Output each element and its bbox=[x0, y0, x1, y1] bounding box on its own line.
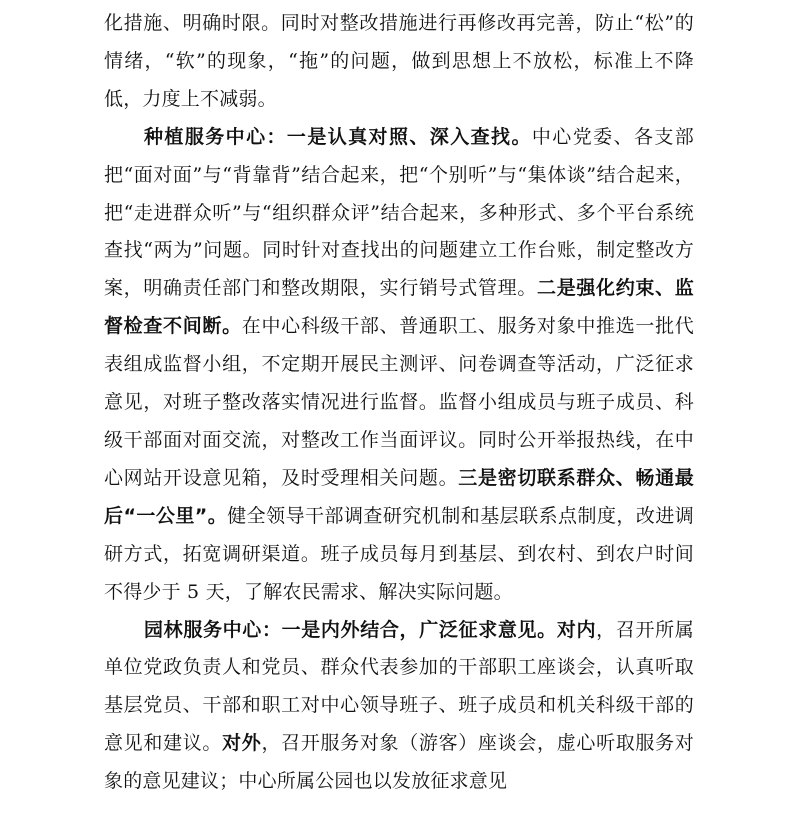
heading-run: 种植服务中心：一是认真对照、深入查找。 bbox=[144, 125, 532, 148]
text-run: 在中心科级干部、普通职工、服务对象中推选一批代表组成监督小组，不定期开展民主测评、问卷调查等活动，广泛征求意见，对班子整改落实情况进行监督。监督小组成员与班子成员、科级干部面对面交流，对整改工作当面评议。同时公开举报热线，在中心网站开设意见箱，及时受理相关问题。 bbox=[104, 315, 694, 489]
text-run: ，召开所属单位党政负责人和党员、群众代表参加的干部职工座谈会，认真听取基层党员、干部和职工对中心领导班子、班子成员和机关科级干部的意见和建议。 bbox=[104, 618, 694, 755]
document-page bbox=[104, 5, 694, 801]
text-run: ，召开服务对象（游客）座谈会，虚心听取服务对象的意见建议；中心所属公园也以发放征求意见 bbox=[104, 732, 694, 793]
heading-run: 园林服务中心：一是内外结合，广泛征求意见。对内 bbox=[144, 618, 597, 641]
text-run: 中心党委、各支部把“面对面”与“背靠背”结合起来，把“个别听”与“集体谈”结合起来，把“走进群众听”与“组织群众评”结合起来，多种形式、多个平台系统查找“两为”问题。同时针对查找出的问题建立工作台账，制定整改方案，明确责任部门和整改期限，实行销号式管理。 bbox=[104, 125, 694, 300]
heading-run: 对外 bbox=[222, 732, 262, 755]
text-run: 化措施、明确时限。同时对整改措施进行再修改再完善，防止“松”的情绪，“软”的现象，“拖”的问题，做到思想上不放松，标准上不降低，力度上不减弱。 bbox=[104, 12, 694, 110]
text-run: 健全领导干部调查研究机制和基层联系点制度，改进调研方式，拓宽调研渠道。班子成员每月到基层、到农村、到农户时间不得少于 5 天，了解农民需求、解决实际问题。 bbox=[104, 504, 694, 603]
paragraph-garden-service-center bbox=[104, 612, 694, 802]
paragraph-continuation bbox=[104, 5, 694, 119]
heading-run: 二是强化约束、监督检查不间断。 bbox=[104, 277, 694, 338]
heading-run: 三是密切联系群众、畅通最后“一公里”。 bbox=[104, 466, 694, 527]
paragraph-planting-service-center bbox=[104, 119, 694, 612]
